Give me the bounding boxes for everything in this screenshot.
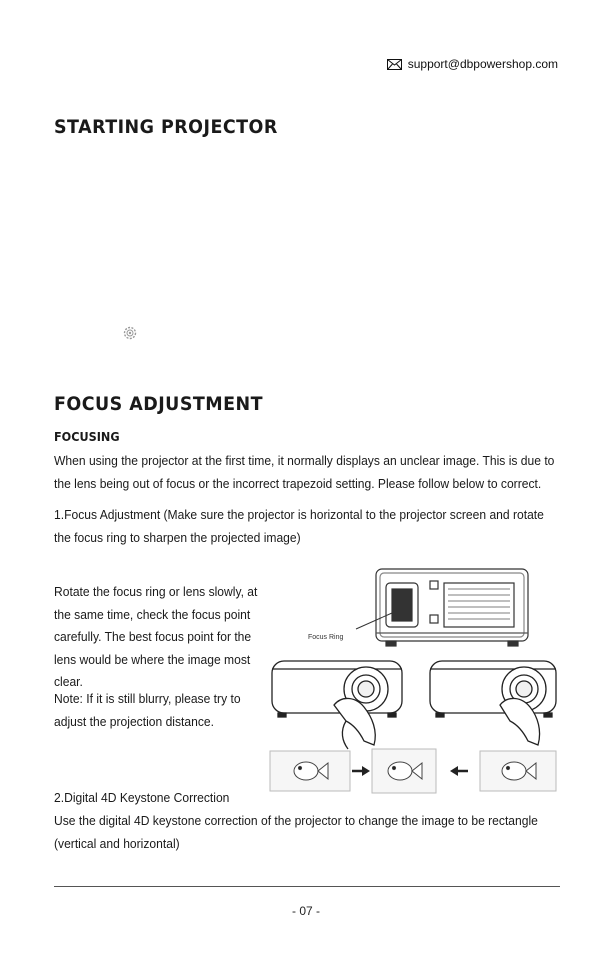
keystone-images (270, 749, 556, 793)
projector-left (272, 661, 402, 749)
footer-divider (54, 886, 560, 887)
step1-paragraph: 1.Focus Adjustment (Make sure the projector is horizontal to the projector screen and rotate the focus ring to sharpen the projected image) (54, 507, 544, 545)
subsection-title-focusing: FOCUSING (54, 429, 120, 444)
section-title-focus: FOCUS ADJUSTMENT (54, 393, 263, 415)
intro-paragraph: When using the projector at the first time, it normally displays an unclear image. This is due to the lens being out of focus or the incorrect trapezoid setting. Please follow below to correct. (54, 453, 555, 491)
section-title-starting: STARTING PROJECTOR (54, 116, 278, 138)
page-header (387, 57, 558, 71)
rotate-instructions: Rotate the focus ring or lens slowly, at the same time, check the focus point carefully. The best focus point for the lens would be where the image most clear. (54, 584, 258, 689)
mail-icon (387, 59, 402, 70)
step2-text: Use the digital 4D keystone correction of the projector to change the image to be rectangle (vertical and horizontal) (54, 813, 538, 851)
step2-title: 2.Digital 4D Keystone Correction (54, 790, 230, 805)
arrow-right-icon (352, 766, 370, 776)
page-number: - 07 - (291, 904, 320, 918)
gear-icon (123, 326, 137, 340)
note-paragraph: Note: If it is still blurry, please try to adjust the projection distance. (54, 691, 241, 729)
focus-ring-callout: Focus Ring (308, 634, 344, 641)
support-email: support@dbpowershop.com (407, 57, 558, 71)
arrow-left-icon (450, 766, 468, 776)
projector-top (376, 569, 528, 646)
projector-right (430, 661, 556, 745)
focus-ring-illustration (268, 565, 560, 805)
